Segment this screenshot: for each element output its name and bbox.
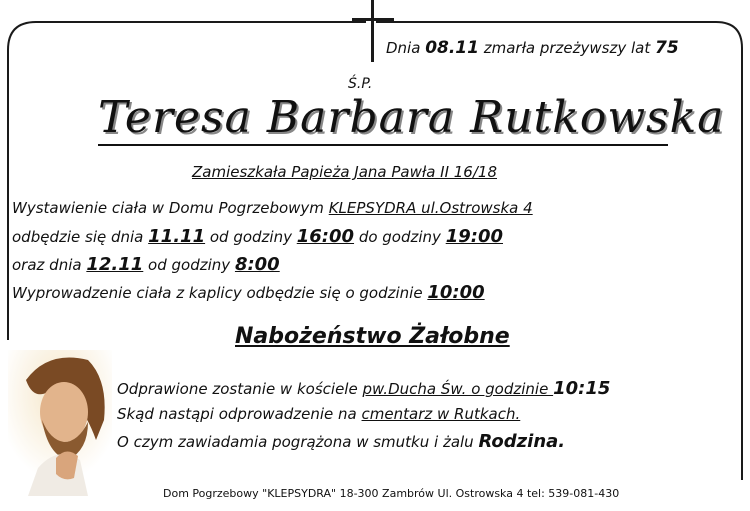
service-line-3: O czym zawiadamia pogrążona w smutku i żalu Rodzina. [117, 431, 566, 452]
cross-icon-bar [352, 18, 394, 21]
sp-label: Ś.P. [348, 76, 373, 92]
cross-icon [371, 0, 374, 62]
viewing-line-3: oraz dnia 12.11 od godziny 8:00 [12, 254, 280, 275]
praying-figure-image [8, 350, 112, 496]
service-heading: Nabożeństwo Żałobne [235, 324, 510, 349]
footer-contact: Dom Pogrzebowy "KLEPSYDRA" 18-300 Zambrów Ul. Ostrowska 4 tel: 539-081-430 [163, 487, 620, 500]
name-underline [98, 144, 668, 146]
address: Zamieszkała Papieża Jana Pawła II 16/18 [192, 163, 497, 181]
viewing-line-4: Wyprowadzenie ciała z kaplicy odbędzie się o godzinie 10:00 [12, 282, 485, 303]
deceased-name: Teresa Barbara Rutkowska [98, 92, 725, 143]
viewing-line-2: odbędzie się dnia 11.11 od godziny 16:00 do godziny 19:00 [12, 226, 503, 247]
service-line-2: Skąd nastąpi odprowadzenie na cmentarz w Rutkach. [117, 405, 521, 423]
death-line: Dnia 08.11 zmarła przeżywszy lat 75 [386, 38, 679, 58]
viewing-line-1: Wystawienie ciała w Domu Pogrzebowym KLEPSYDRA ul.Ostrowska 4 [12, 199, 533, 217]
service-line-1: Odprawione zostanie w kościele pw.Ducha Św. o godzinie 10:15 [117, 378, 611, 399]
